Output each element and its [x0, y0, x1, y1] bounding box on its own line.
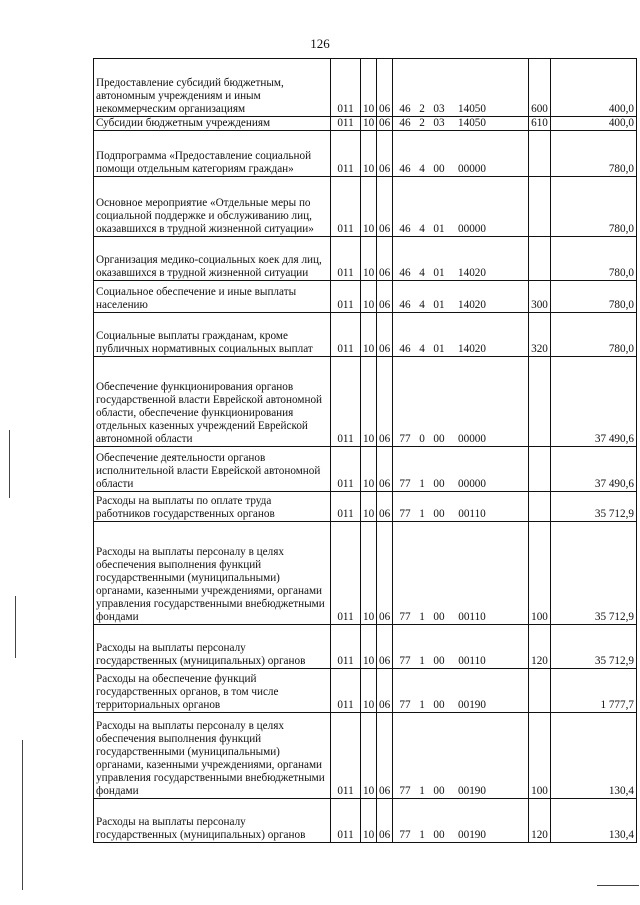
csr-direction: 14050 [458, 117, 486, 129]
ministry-code: 011 [331, 799, 361, 843]
csr-subprogram: 4 [419, 267, 425, 279]
amount: 37 490,6 [551, 447, 637, 492]
csr-event: 00 [433, 433, 445, 445]
csr-direction: 00110 [458, 655, 486, 667]
subsection-code: 06 [377, 799, 393, 843]
csr-direction: 14050 [458, 103, 486, 115]
csr-program: 77 [399, 508, 411, 520]
csr-event: 00 [433, 699, 445, 711]
ministry-code: 011 [331, 117, 361, 131]
expense-type-code [529, 669, 551, 713]
section-code: 10 [361, 177, 377, 237]
csr-subprogram: 4 [419, 163, 425, 175]
table-row [94, 281, 637, 313]
table-row [94, 131, 637, 177]
scan-margin-mark [22, 740, 23, 890]
section-code: 10 [361, 522, 377, 625]
ministry-code: 011 [331, 131, 361, 177]
csr-program: 77 [399, 785, 411, 797]
target-article-code [393, 131, 529, 177]
ministry-code: 011 [331, 713, 361, 799]
csr-subprogram: 1 [419, 655, 425, 667]
row-name: Расходы на обеспечение функций государственных органов, в том числе территориальных органов [94, 669, 331, 713]
csr-program: 46 [399, 103, 411, 115]
amount: 35 712,9 [551, 625, 637, 669]
scan-margin-mark [597, 885, 639, 886]
scan-margin-mark [15, 596, 16, 658]
csr-event: 00 [433, 163, 445, 175]
expense-type-code [529, 177, 551, 237]
subsection-code: 06 [377, 713, 393, 799]
expense-type-code: 100 [529, 713, 551, 799]
page-number: 126 [310, 36, 330, 51]
csr-program: 46 [399, 267, 411, 279]
amount: 780,0 [551, 281, 637, 313]
csr-subprogram: 1 [419, 829, 425, 841]
csr-subprogram: 1 [419, 508, 425, 520]
subsection-code: 06 [377, 237, 393, 281]
row-name: Расходы на выплаты персоналу в целях обеспечения выполнения функций государственными (муниципальными) органами, казенными учреждениями, органами управления государственными внебюджетными фондами [94, 522, 331, 625]
target-article-code [393, 117, 529, 131]
csr-direction: 00110 [458, 611, 486, 623]
expense-type-code: 320 [529, 313, 551, 357]
subsection-code: 06 [377, 492, 393, 522]
expense-type-code [529, 131, 551, 177]
csr-event: 03 [433, 117, 445, 129]
csr-subprogram: 4 [419, 223, 425, 235]
subsection-code: 06 [377, 131, 393, 177]
target-article-code [393, 313, 529, 357]
ministry-code: 011 [331, 357, 361, 447]
csr-direction: 00190 [458, 785, 486, 797]
csr-subprogram: 1 [419, 478, 425, 490]
section-code: 10 [361, 799, 377, 843]
csr-subprogram: 0 [419, 433, 425, 445]
subsection-code: 06 [377, 625, 393, 669]
ministry-code: 011 [331, 237, 361, 281]
csr-direction: 00000 [458, 478, 486, 490]
row-name: Расходы на выплаты персоналу в целях обеспечения выполнения функций государственными (муниципальными) органами, казенными учреждениями, органами управления государственными внебюджетными фондами [94, 713, 331, 799]
table-row [94, 713, 637, 799]
csr-event: 00 [433, 611, 445, 623]
target-article-code [393, 522, 529, 625]
table-row [94, 799, 637, 843]
ministry-code: 011 [331, 281, 361, 313]
amount: 780,0 [551, 237, 637, 281]
ministry-code: 011 [331, 313, 361, 357]
csr-subprogram: 2 [419, 117, 425, 129]
table-row [94, 625, 637, 669]
section-code: 10 [361, 313, 377, 357]
section-code: 10 [361, 669, 377, 713]
amount: 35 712,9 [551, 492, 637, 522]
row-name: Субсидии бюджетным учреждениям [94, 117, 331, 131]
csr-event: 00 [433, 508, 445, 520]
csr-event: 01 [433, 343, 445, 355]
row-name: Расходы на выплаты по оплате труда работников государственных органов [94, 492, 331, 522]
target-article-code [393, 281, 529, 313]
table-row [94, 177, 637, 237]
amount: 130,4 [551, 799, 637, 843]
amount: 780,0 [551, 177, 637, 237]
csr-direction: 00190 [458, 699, 486, 711]
csr-event: 00 [433, 829, 445, 841]
table-row [94, 313, 637, 357]
csr-direction: 00110 [458, 508, 486, 520]
target-article-code [393, 177, 529, 237]
expense-type-code: 120 [529, 799, 551, 843]
csr-program: 77 [399, 655, 411, 667]
amount: 35 712,9 [551, 522, 637, 625]
csr-event: 00 [433, 785, 445, 797]
csr-program: 77 [399, 611, 411, 623]
section-code: 10 [361, 713, 377, 799]
row-name: Расходы на выплаты персоналу государственных (муниципальных) органов [94, 625, 331, 669]
ministry-code: 011 [331, 669, 361, 713]
subsection-code: 06 [377, 117, 393, 131]
scan-margin-mark [9, 430, 10, 498]
ministry-code: 011 [331, 492, 361, 522]
csr-event: 01 [433, 223, 445, 235]
csr-program: 46 [399, 117, 411, 129]
budget-table-body [94, 59, 637, 843]
budget-table [93, 58, 637, 843]
csr-event: 03 [433, 103, 445, 115]
table-row [94, 59, 637, 117]
table-row [94, 669, 637, 713]
row-name: Расходы на выплаты персоналу государственных (муниципальных) органов [94, 799, 331, 843]
csr-program: 46 [399, 223, 411, 235]
amount: 780,0 [551, 131, 637, 177]
table-row [94, 357, 637, 447]
csr-direction: 14020 [458, 267, 486, 279]
expense-type-code: 610 [529, 117, 551, 131]
target-article-code [393, 799, 529, 843]
csr-event: 00 [433, 655, 445, 667]
csr-program: 46 [399, 163, 411, 175]
subsection-code: 06 [377, 177, 393, 237]
section-code: 10 [361, 357, 377, 447]
subsection-code: 06 [377, 669, 393, 713]
subsection-code: 06 [377, 313, 393, 357]
subsection-code: 06 [377, 59, 393, 117]
section-code: 10 [361, 625, 377, 669]
section-code: 10 [361, 59, 377, 117]
table-row [94, 522, 637, 625]
csr-program: 46 [399, 299, 411, 311]
table-row [94, 492, 637, 522]
amount: 400,0 [551, 117, 637, 131]
section-code: 10 [361, 117, 377, 131]
csr-program: 46 [399, 343, 411, 355]
target-article-code [393, 492, 529, 522]
row-name: Социальные выплаты гражданам, кроме публичных нормативных социальных выплат [94, 313, 331, 357]
csr-program: 77 [399, 699, 411, 711]
csr-subprogram: 4 [419, 343, 425, 355]
csr-subprogram: 1 [419, 611, 425, 623]
table-row [94, 237, 637, 281]
table-row [94, 447, 637, 492]
csr-event: 01 [433, 267, 445, 279]
target-article-code [393, 237, 529, 281]
row-name: Подпрограмма «Предоставление социальной помощи отдельным категориям граждан» [94, 131, 331, 177]
section-code: 10 [361, 237, 377, 281]
section-code: 10 [361, 281, 377, 313]
row-name: Предоставление субсидий бюджетным, автономным учреждениям и иным некоммерческим организациям [94, 59, 331, 117]
csr-direction: 14020 [458, 343, 486, 355]
subsection-code: 06 [377, 447, 393, 492]
subsection-code: 06 [377, 281, 393, 313]
expense-type-code [529, 492, 551, 522]
target-article-code [393, 625, 529, 669]
csr-direction: 00000 [458, 163, 486, 175]
row-name: Социальное обеспечение и иные выплаты населению [94, 281, 331, 313]
amount: 130,4 [551, 713, 637, 799]
ministry-code: 011 [331, 59, 361, 117]
csr-direction: 00190 [458, 829, 486, 841]
expense-type-code: 600 [529, 59, 551, 117]
expense-type-code [529, 237, 551, 281]
expense-type-code: 100 [529, 522, 551, 625]
row-name: Обеспечение функционирования органов государственной власти Еврейской автономной области, обеспечение функционирования отдельных казенных учреждений Еврейской автономной области [94, 357, 331, 447]
csr-subprogram: 1 [419, 699, 425, 711]
table-row [94, 117, 637, 131]
target-article-code [393, 59, 529, 117]
csr-event: 00 [433, 478, 445, 490]
target-article-code [393, 357, 529, 447]
target-article-code [393, 447, 529, 492]
ministry-code: 011 [331, 522, 361, 625]
row-name: Организация медико-социальных коек для лиц, оказавшихся в трудной жизненной ситуации [94, 237, 331, 281]
csr-program: 77 [399, 478, 411, 490]
section-code: 10 [361, 492, 377, 522]
csr-direction: 00000 [458, 433, 486, 445]
amount: 400,0 [551, 59, 637, 117]
csr-subprogram: 4 [419, 299, 425, 311]
csr-subprogram: 2 [419, 103, 425, 115]
expense-type-code [529, 357, 551, 447]
csr-direction: 00000 [458, 223, 486, 235]
target-article-code [393, 669, 529, 713]
ministry-code: 011 [331, 447, 361, 492]
ministry-code: 011 [331, 177, 361, 237]
csr-program: 77 [399, 433, 411, 445]
ministry-code: 011 [331, 625, 361, 669]
csr-direction: 14020 [458, 299, 486, 311]
csr-program: 77 [399, 829, 411, 841]
csr-event: 01 [433, 299, 445, 311]
amount: 780,0 [551, 313, 637, 357]
target-article-code [393, 713, 529, 799]
expense-type-code: 300 [529, 281, 551, 313]
csr-subprogram: 1 [419, 785, 425, 797]
amount: 37 490,6 [551, 357, 637, 447]
amount: 1 777,7 [551, 669, 637, 713]
section-code: 10 [361, 447, 377, 492]
row-name: Основное мероприятие «Отдельные меры по социальной поддержке и обслуживанию лиц, оказавшихся в трудной жизненной ситуации» [94, 177, 331, 237]
expense-type-code: 120 [529, 625, 551, 669]
expense-type-code [529, 447, 551, 492]
row-name: Обеспечение деятельности органов исполнительной власти Еврейской автономной области [94, 447, 331, 492]
section-code: 10 [361, 131, 377, 177]
subsection-code: 06 [377, 357, 393, 447]
subsection-code: 06 [377, 522, 393, 625]
